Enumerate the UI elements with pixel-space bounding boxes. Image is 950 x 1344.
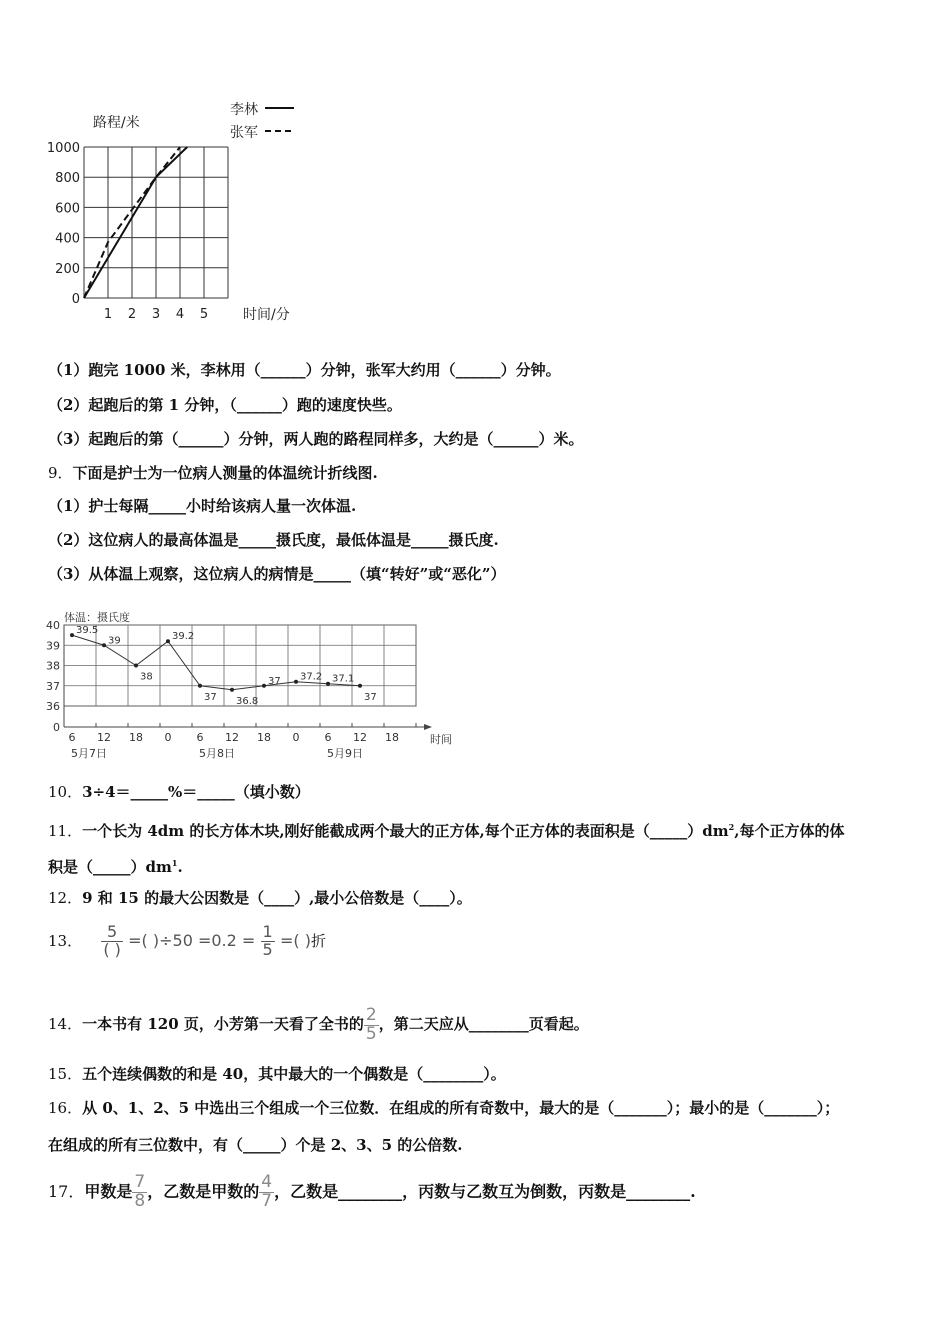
q14-text-post: ，第二天应从________页看起。 [378, 1015, 589, 1033]
q17-f2-top: 4 [261, 1172, 273, 1193]
chart2-y-tick: 39 [46, 639, 60, 653]
q17-number: 17． [48, 1182, 85, 1201]
chart1-y-tick: 600 [55, 201, 80, 217]
q8-part1: （1）跑完 1000 米，李林用（______）分钟，张军大约用（______）分钟。 [48, 361, 561, 379]
q9-text: 下面是护士为一位病人测量的体温统计折线图. [72, 464, 378, 482]
q9-number: 9． [48, 464, 73, 482]
chart2-x-tick: 18 [385, 731, 399, 744]
chart2-point [230, 688, 234, 692]
q12-text: 9 和 15 的最大公因数是（____）,最小公倍数是（____）。 [82, 889, 472, 907]
q11-sup-1: 2 [728, 822, 735, 832]
chart2-point [70, 633, 74, 637]
chart2-point [166, 639, 170, 643]
chart2-point [134, 664, 138, 668]
chart1-series-lilin [84, 147, 187, 298]
q17-text-pre: 甲数是 [84, 1182, 133, 1201]
chart2-value-label: 37 [204, 691, 217, 703]
chart2-value-label: 39.2 [172, 631, 195, 643]
q17-f1-bottom: 8 [134, 1191, 146, 1211]
q16-text-2: 在组成的所有三位数中，有（_____）个是 2、3、5 的公倍数. [48, 1136, 463, 1154]
chart2-y-tick: 38 [46, 659, 60, 673]
q16-number: 16． [48, 1099, 83, 1117]
question-12 [48, 888, 472, 908]
question-9 [48, 463, 378, 483]
q16-text-1: 从 0、1、2、5 中选出三个组成一个三位数．在组成的所有奇数中，最大的是（_______）；最小的是（_______）； [82, 1099, 840, 1117]
question-17 [48, 1162, 696, 1222]
chart2-x-tick: 6 [324, 731, 332, 744]
chart1-y-tick: 400 [55, 231, 80, 247]
q17-fraction-2 [259, 1174, 274, 1211]
question-10 [48, 782, 310, 802]
chart2-x-tick: 18 [257, 731, 271, 744]
chart2-x-tick: 6 [196, 731, 204, 744]
chart2-point [358, 684, 362, 688]
q17-text-post: ，乙数是________，丙数与乙数互为倒数，丙数是________. [274, 1182, 696, 1201]
chart2-x-arrow [424, 724, 432, 730]
chart2-point [102, 643, 106, 647]
q13-end: =( ) [279, 931, 311, 950]
legend-zhangjun-label: 张军 [230, 125, 258, 141]
q14-text-pre: 一本书有 120 页，小芳第一天看了全书的 [82, 1015, 364, 1033]
q10-text: 3÷4＝_____%＝_____（填小数） [82, 783, 310, 801]
chart2-value-label: 37.2 [300, 671, 323, 683]
distance-time-chart [40, 95, 310, 330]
q11-text-2b: . [177, 858, 183, 876]
chart1-y-tick: 0 [71, 292, 80, 307]
q11-text-2: 积是（_____）dm [48, 858, 172, 876]
q9-part2: （2）这位病人的最高体温是_____摄氏度，最低体温是_____摄氏度. [48, 531, 499, 549]
q17-fraction-1 [132, 1174, 147, 1211]
q10-number: 10． [48, 783, 83, 801]
q8-part3: （3）起跑后的第（______）分钟，两人跑的路程同样多，大约是（______）米。 [48, 430, 584, 448]
chart2-value-label: 39.5 [76, 625, 99, 637]
chart2-x-tick: 6 [68, 731, 76, 744]
q14-f-top: 2 [365, 1004, 377, 1025]
chart2-value-label: 37 [364, 691, 377, 703]
question-11-line1 [48, 817, 844, 841]
chart1-grid [84, 147, 228, 298]
chart1-ylabel: 路程/米 [93, 115, 140, 131]
q14-f-bottom: 5 [365, 1023, 377, 1044]
chart2-day-label: 5月9日 [327, 747, 363, 760]
chart2-day-label: 5月8日 [199, 747, 235, 760]
q9-part3: （3）从体温上观察，这位病人的病情是_____（填“转好”或“恶化”） [48, 565, 506, 583]
chart1-series [84, 147, 187, 298]
q13-f2-top: 1 [262, 921, 273, 941]
chart2-value-label: 36.8 [236, 695, 259, 707]
chart2-x-tick: 18 [129, 731, 143, 744]
chart2-value-label: 39 [108, 635, 121, 647]
chart1-x-tick: 5 [199, 307, 209, 322]
chart2-value-label: 37 [268, 675, 281, 687]
chart1-ticks [47, 141, 208, 322]
chart1-x-tick: 3 [151, 307, 161, 322]
q13-number: 13． [48, 932, 83, 950]
q11-text-1b: ,每个正方体的体 [734, 822, 845, 840]
chart2-value-label: 37.1 [332, 673, 355, 685]
q11-number: 11． [48, 822, 83, 840]
q13-f1-top: 5 [101, 924, 123, 942]
chart2-ticks [46, 619, 399, 760]
q9-part1: （1）护士每隔_____小时给该病人量一次体温. [48, 497, 357, 515]
chart1-y-tick: 800 [55, 171, 80, 187]
chart2-point [198, 684, 202, 688]
chart1-x-tick: 4 [175, 307, 185, 322]
chart2-y-tick: 0 [53, 721, 60, 734]
chart2-value-label: 38 [140, 671, 153, 683]
chart2-y-tick: 40 [46, 619, 60, 632]
q13-fraction-1 [101, 921, 123, 959]
q8-part2: （2）起跑后的第 1 分钟，（______）跑的速度快些。 [48, 396, 402, 414]
chart2-series [70, 625, 377, 707]
temperature-chart [40, 603, 470, 765]
q11-text-1: 一个长为 4dm 的长方体木块,刚好能截成两个最大的正方体,每个正方体的表面积是（_____）dm [82, 822, 729, 840]
q13-f2-bottom: 5 [262, 939, 273, 959]
q15-text: 五个连续偶数的和是 40，其中最大的一个偶数是（________）。 [82, 1065, 506, 1083]
q13-f1-bottom: ( ) [103, 939, 121, 959]
chart1-xlabel: 时间/分 [243, 307, 290, 323]
chart2-point [294, 680, 298, 684]
q14-number: 14． [48, 1015, 83, 1033]
question-11-line2 [48, 853, 183, 877]
q14-fraction [364, 1004, 379, 1044]
chart2-y-tick: 36 [46, 700, 60, 713]
question-15 [48, 1064, 506, 1084]
q17-f1-top: 7 [134, 1172, 146, 1193]
chart1-x-tick: 1 [103, 307, 113, 322]
q13-middle: =( )÷50 =0.2 = [128, 931, 256, 950]
chart2-point [262, 684, 266, 688]
chart2-x-tick: 12 [225, 731, 239, 744]
q17-text-mid: ，乙数是甲数的 [147, 1182, 260, 1201]
q13-fraction-2 [261, 921, 275, 959]
chart1-y-tick: 200 [55, 261, 80, 277]
chart2-x-tick: 12 [353, 731, 367, 744]
chart2-day-label: 5月7日 [71, 747, 107, 760]
question-16-line2 [48, 1135, 462, 1155]
question-16-line1 [48, 1098, 839, 1118]
chart2-ylabel: 体温：摄氏度 [64, 611, 130, 624]
chart1-y-tick: 1000 [46, 141, 80, 156]
chart1-x-tick: 2 [127, 307, 137, 322]
chart2-x-tick: 12 [97, 731, 111, 744]
question-13 [48, 920, 326, 961]
chart2-xlabel: 时间 [430, 733, 452, 746]
chart2-y-tick: 37 [46, 679, 60, 693]
q11-sup-2: 1 [171, 858, 178, 868]
q15-number: 15． [48, 1065, 83, 1083]
chart2-x-tick: 0 [164, 731, 172, 744]
q17-f2-bottom: 7 [261, 1191, 273, 1211]
q13-suffix: 折 [310, 932, 326, 950]
chart2-point [326, 682, 330, 686]
legend-lilin-label: 李林 [230, 102, 258, 118]
question-14 [48, 1000, 589, 1048]
q12-number: 12． [48, 889, 83, 907]
chart2-x-tick: 0 [292, 731, 300, 744]
